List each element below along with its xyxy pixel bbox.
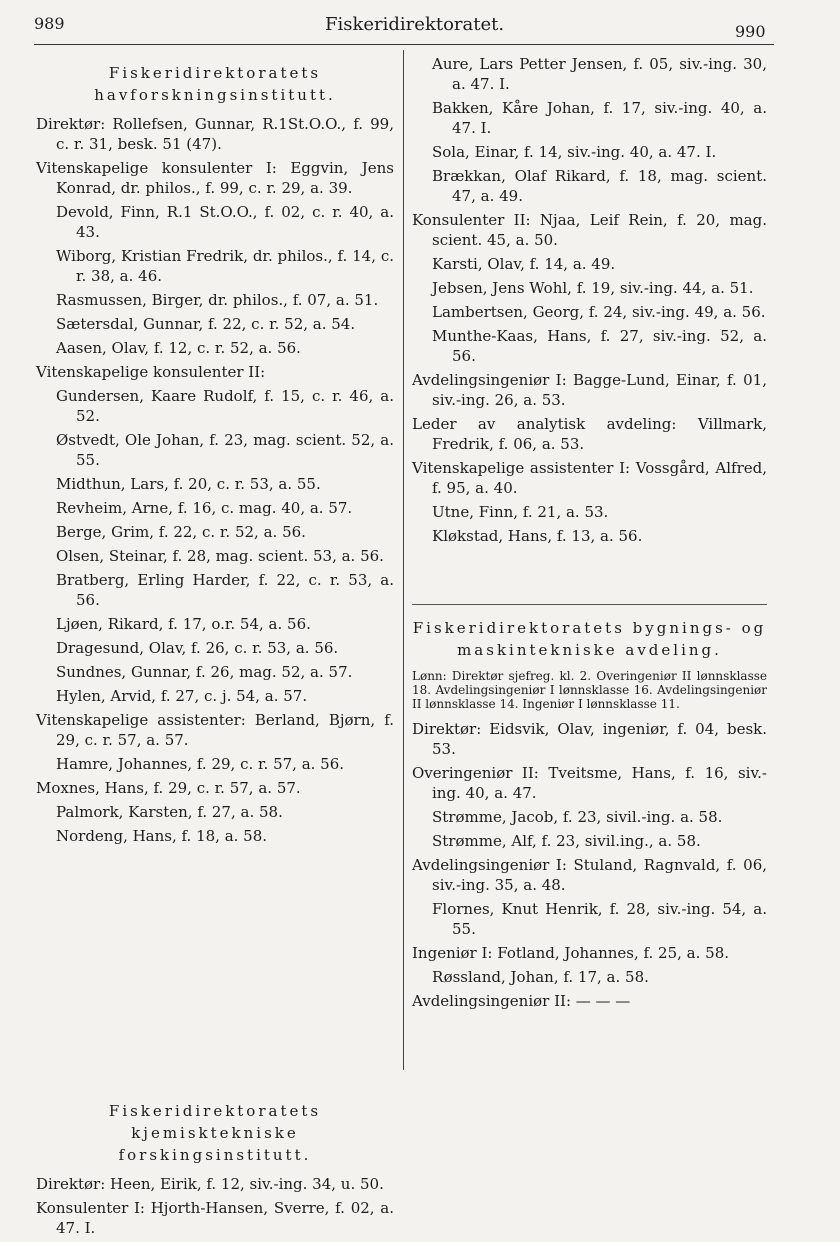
directory-entry: Avdelingsingeniør II: — — — bbox=[412, 992, 631, 1010]
directory-entry: Munthe-Kaas, Hans, f. 27, siv.-ing. 52, a. 56. bbox=[432, 327, 767, 365]
directory-entry: Leder av analytisk avdeling: Villmark, Fredrik, f. 06, a. 53. bbox=[412, 415, 767, 453]
directory-entry: Direktør: Rollefsen, Gunnar, R.1St.O.O., f. 99, c. r. 31, besk. 51 (47). bbox=[36, 115, 394, 153]
directory-entry: Brækkan, Olaf Rikard, f. 18, mag. scient. 47, a. 49. bbox=[432, 167, 767, 205]
directory-entry: Konsulenter II: Njaa, Leif Rein, f. 20, mag. scient. 45, a. 50. bbox=[412, 211, 767, 249]
directory-entry: Devold, Finn, R.1 St.O.O., f. 02, c. r. 40, a. 43. bbox=[56, 203, 394, 241]
directory-entry: Direktør: Eidsvik, Olav, ingeniør, f. 04, besk. 53. bbox=[412, 720, 767, 758]
directory-entry: Vitenskapelige konsulenter I: Eggvin, Jens Konrad, dr. philos., f. 99, c. r. 29, a. 39. bbox=[36, 159, 394, 197]
section-bygning bbox=[412, 617, 767, 1011]
directory-entry: Avdelingsingeniør I: Stuland, Ragnvald, f. 06, siv.-ing. 35, a. 48. bbox=[412, 856, 767, 894]
header-rule bbox=[34, 44, 774, 45]
directory-entry: Strømme, Alf, f. 23, sivil.ing., a. 58. bbox=[432, 832, 701, 850]
salary-note: Lønn: Direktør sjefreg. kl. 2. Overingeniør II lønnsklasse 18. Avdelingsingeniør I lønnsklasse 16. Avdelingsingeniør II lønnsklasse 14. Ingeniør I lønnsklasse 11. bbox=[412, 669, 767, 711]
entry-list bbox=[412, 54, 767, 546]
directory-entry: Nordeng, Hans, f. 18, a. 58. bbox=[56, 827, 268, 845]
section-heading: Fiskeridirektoratets kjemisktekniske forskingsinstitutt. bbox=[108, 1102, 322, 1164]
section-kjemisk bbox=[36, 1100, 394, 1238]
directory-entry: Røssland, Johan, f. 17, a. 58. bbox=[432, 968, 649, 986]
section-heading: Fiskeridirektoratets havforskningsinstitutt. bbox=[94, 64, 336, 104]
directory-entry: Vitenskapelige konsulenter II: bbox=[36, 363, 266, 381]
directory-entry: Berge, Grim, f. 22, c. r. 52, a. 56. bbox=[56, 523, 306, 541]
entry-list bbox=[36, 114, 394, 846]
directory-entry: Sætersdal, Gunnar, f. 22, c. r. 52, a. 54. bbox=[56, 315, 356, 333]
entry-list bbox=[412, 719, 767, 1011]
directory-entry: Hamre, Johannes, f. 29, c. r. 57, a. 56. bbox=[56, 755, 345, 773]
section-heading: Fiskeridirektoratets bygnings- og maskintekniske avdeling. bbox=[412, 619, 767, 659]
directory-entry: Moxnes, Hans, f. 29, c. r. 57, a. 57. bbox=[36, 779, 301, 797]
directory-entry: Lambertsen, Georg, f. 24, siv.-ing. 49, a. 56. bbox=[432, 303, 766, 321]
directory-entry: Jebsen, Jens Wohl, f. 19, siv.-ing. 44, a. 51. bbox=[432, 279, 754, 297]
directory-entry: Ljøen, Rikard, f. 17, o.r. 54, a. 56. bbox=[56, 615, 311, 633]
page-number-right: 990 bbox=[735, 22, 766, 41]
directory-entry: Karsti, Olav, f. 14, a. 49. bbox=[432, 255, 616, 273]
directory-entry: Midthun, Lars, f. 20, c. r. 53, a. 55. bbox=[56, 475, 321, 493]
directory-entry: Østvedt, Ole Johan, f. 23, mag. scient. 52, a. 55. bbox=[56, 431, 394, 469]
column-divider bbox=[403, 50, 404, 1070]
directory-entry: Ingeniør I: Fotland, Johannes, f. 25, a. 58. bbox=[412, 944, 730, 962]
directory-entry: Dragesund, Olav, f. 26, c. r. 53, a. 56. bbox=[56, 639, 339, 657]
directory-entry: Palmork, Karsten, f. 27, a. 58. bbox=[56, 803, 283, 821]
directory-entry: Hylen, Arvid, f. 27, c. j. 54, a. 57. bbox=[56, 687, 308, 705]
page-number-left: 989 bbox=[34, 14, 65, 33]
directory-entry: Bratberg, Erling Harder, f. 22, c. r. 53, a. 56. bbox=[56, 571, 394, 609]
directory-entry: Wiborg, Kristian Fredrik, dr. philos., f. 14, c. r. 38, a. 46. bbox=[56, 247, 394, 285]
directory-entry: Direktør: Heen, Eirik, f. 12, siv.-ing. 34, u. 50. bbox=[36, 1175, 384, 1193]
directory-entry: Bakken, Kåre Johan, f. 17, siv.-ing. 40, a. 47. I. bbox=[432, 99, 767, 137]
directory-entry: Flornes, Knut Henrik, f. 28, siv.-ing. 54, a. 55. bbox=[432, 900, 767, 938]
directory-entry: Aure, Lars Petter Jensen, f. 05, siv.-ing. 30, a. 47. I. bbox=[432, 55, 767, 93]
directory-entry: Konsulenter I: Hjorth-Hansen, Sverre, f. 02, a. 47. I. bbox=[36, 1199, 394, 1237]
directory-entry: Rasmussen, Birger, dr. philos., f. 07, a. 51. bbox=[56, 291, 379, 309]
directory-entry: Utne, Finn, f. 21, a. 53. bbox=[432, 503, 609, 521]
section-rule bbox=[412, 604, 767, 605]
directory-entry: Gundersen, Kaare Rudolf, f. 15, c. r. 46, a. 52. bbox=[56, 387, 394, 425]
directory-entry: Olsen, Steinar, f. 28, mag. scient. 53, a. 56. bbox=[56, 547, 384, 565]
section-spacer bbox=[36, 850, 394, 1100]
section-havforskning bbox=[36, 62, 394, 846]
directory-entry: Revheim, Arne, f. 16, c. mag. 40, a. 57. bbox=[56, 499, 353, 517]
directory-entry: Aasen, Olav, f. 12, c. r. 52, a. 56. bbox=[56, 339, 301, 357]
directory-entry: Avdelingsingeniør I: Bagge-Lund, Einar, f. 01, siv.-ing. 26, a. 53. bbox=[412, 371, 767, 409]
directory-entry: Sola, Einar, f. 14, siv.-ing. 40, a. 47. I. bbox=[432, 143, 717, 161]
running-title: Fiskeridirektoratet. bbox=[325, 14, 505, 35]
page-header bbox=[0, 0, 840, 48]
directory-entry: Overingeniør II: Tveitsme, Hans, f. 16, siv.-ing. 40, a. 47. bbox=[412, 764, 767, 802]
directory-entry: Strømme, Jacob, f. 23, sivil.-ing. a. 58. bbox=[432, 808, 723, 826]
directory-entry: Vitenskapelige assistenter: Berland, Bjørn, f. 29, c. r. 57, a. 57. bbox=[36, 711, 394, 749]
directory-entry: Sundnes, Gunnar, f. 26, mag. 52, a. 57. bbox=[56, 663, 353, 681]
directory-entry: Vitenskapelige assistenter I: Vossgård, Alfred, f. 95, a. 40. bbox=[412, 459, 767, 497]
right-column bbox=[412, 54, 767, 1015]
left-column bbox=[36, 62, 394, 1242]
entry-list bbox=[36, 1174, 394, 1238]
directory-entry: Kløkstad, Hans, f. 13, a. 56. bbox=[432, 527, 643, 545]
